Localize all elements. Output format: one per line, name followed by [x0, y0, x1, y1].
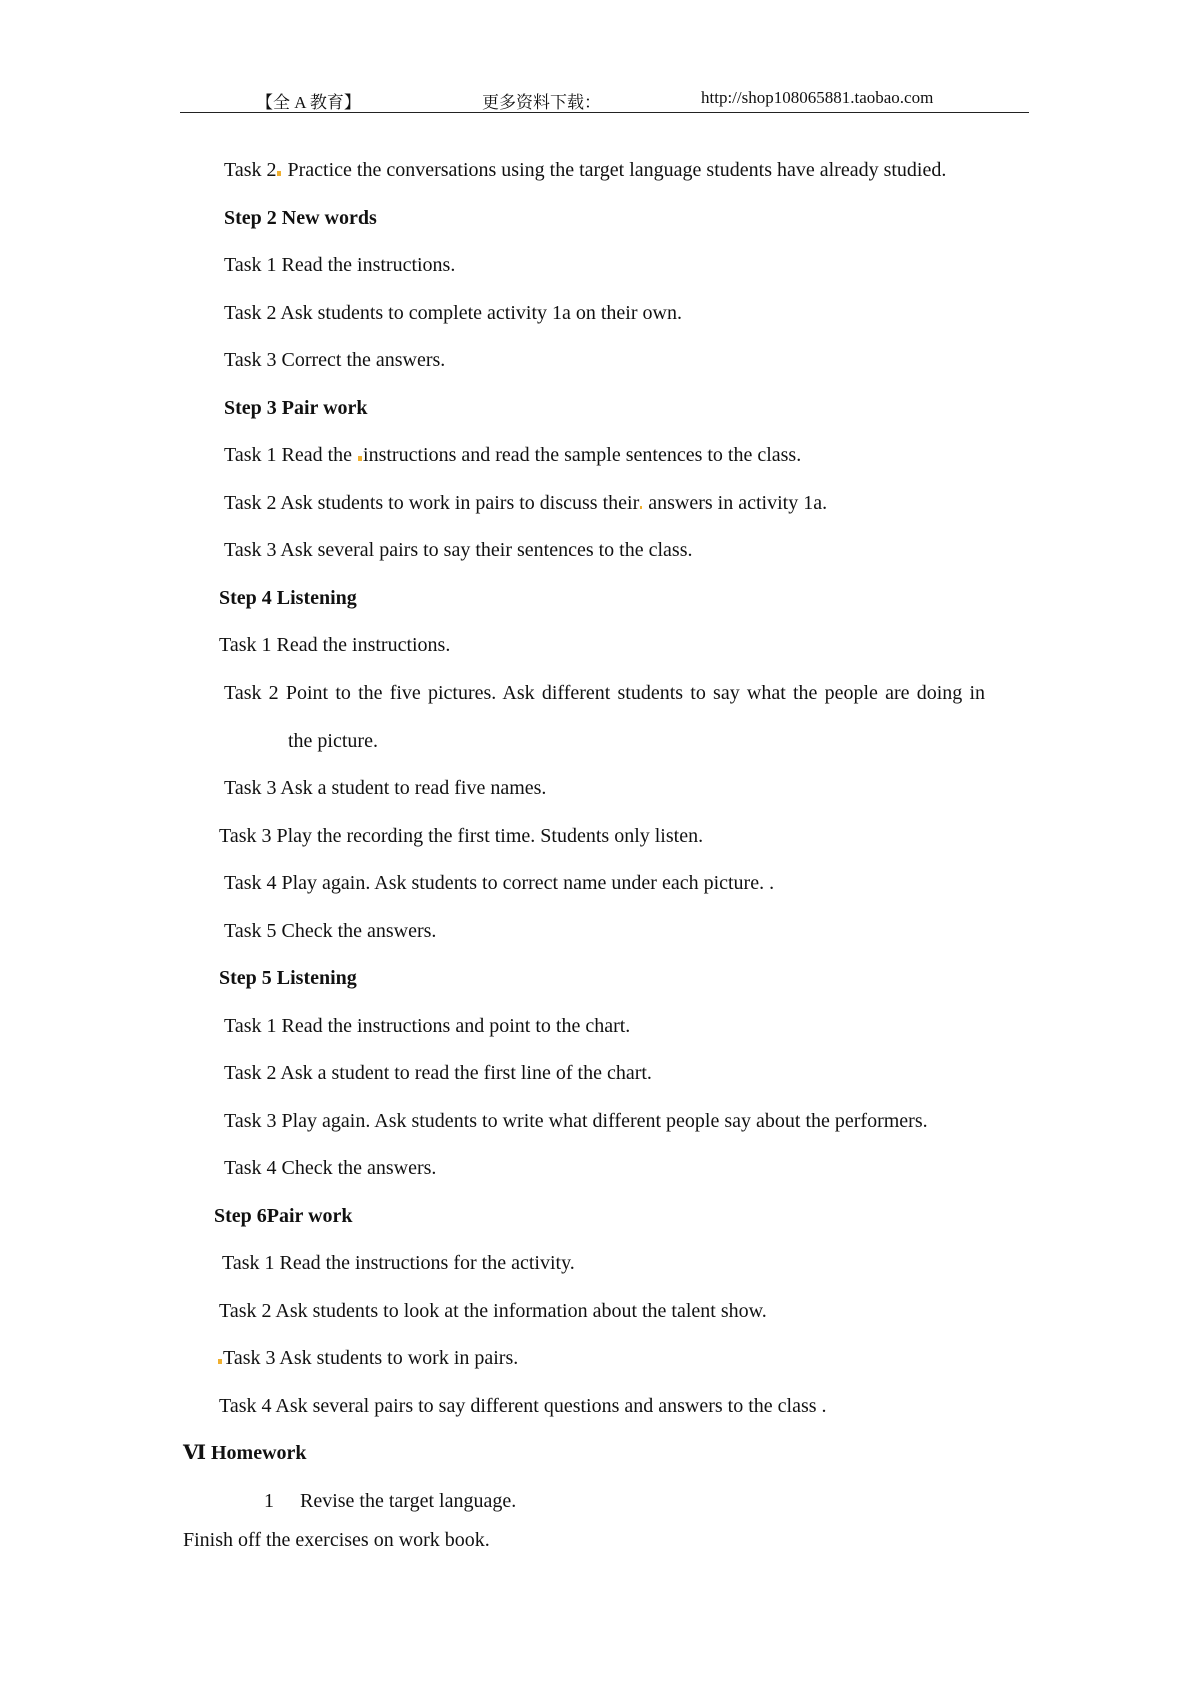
page-header [180, 84, 1029, 113]
task-line-continued: the picture. [288, 730, 378, 752]
step-heading: Step 6Pair work [214, 1205, 353, 1227]
task-line: Task 1 Read the instructions. [219, 634, 451, 656]
task-line: Task 3 Play the recording the first time. Students only listen. [219, 825, 704, 847]
task-line: Task 3 Correct the answers. [224, 349, 446, 371]
homework-item: Finish off the exercises on work book. [183, 1529, 490, 1551]
task-line: Task 1 Read the instructions and read the sample sentences to the class. [224, 444, 802, 466]
task-line: Task 1 Read the instructions for the activity. [222, 1252, 575, 1274]
homework-number: 1 [264, 1490, 274, 1512]
task-line: Task 5 Check the answers. [224, 920, 437, 942]
task-line: Task 2 Point to the five pictures. Ask different students to say what the people are doing in [224, 682, 986, 704]
task-line: Task 2 Ask a student to read the first line of the chart. [224, 1062, 652, 1084]
header-brand: 【全 A 教育】 [256, 93, 361, 112]
task-line: Task 3 Ask a student to read five names. [224, 777, 547, 799]
task-line: Task 2 Ask students to complete activity 1a on their own. [224, 302, 682, 324]
highlight-mark [358, 456, 362, 461]
highlight-mark [218, 1359, 222, 1364]
step-heading: Step 2 New words [224, 207, 377, 229]
header-url[interactable]: http://shop108065881.taobao.com [701, 88, 934, 107]
highlight-mark [277, 171, 281, 176]
step-heading: Step 5 Listening [219, 967, 357, 989]
task-line: Task 1 Read the instructions. [224, 254, 456, 276]
task-line: Task 4 Check the answers. [224, 1157, 437, 1179]
homework-item: Revise the target language. [300, 1490, 517, 1512]
header-download-label: 更多资料下载： [482, 93, 601, 112]
task-line: Task 2 Ask students to look at the information about the talent show. [219, 1300, 767, 1322]
step-heading: Step 3 Pair work [224, 397, 368, 419]
highlight-mark [640, 506, 642, 509]
step-heading: Step 4 Listening [219, 587, 357, 609]
task-line: Task 4 Play again. Ask students to correct name under each picture. . [224, 872, 775, 894]
task-line: Task 3 Ask students to work in pairs. [217, 1346, 518, 1370]
section-heading: Ⅵ Homework [183, 1442, 307, 1464]
task-line: Task 1 Read the instructions and point to the chart. [224, 1015, 631, 1037]
task-line: Task 4 Ask several pairs to say different questions and answers to the class . [219, 1395, 827, 1417]
task-line: Task 2 Practice the conversations using the target language students have already studied. [224, 159, 947, 181]
task-line: Task 3 Play again. Ask students to write what different people say about the performers. [224, 1110, 928, 1132]
task-line: Task 2 Ask students to work in pairs to discuss their answers in activity 1a. [224, 492, 828, 514]
task-line: Task 3 Ask several pairs to say their sentences to the class. [224, 539, 693, 561]
